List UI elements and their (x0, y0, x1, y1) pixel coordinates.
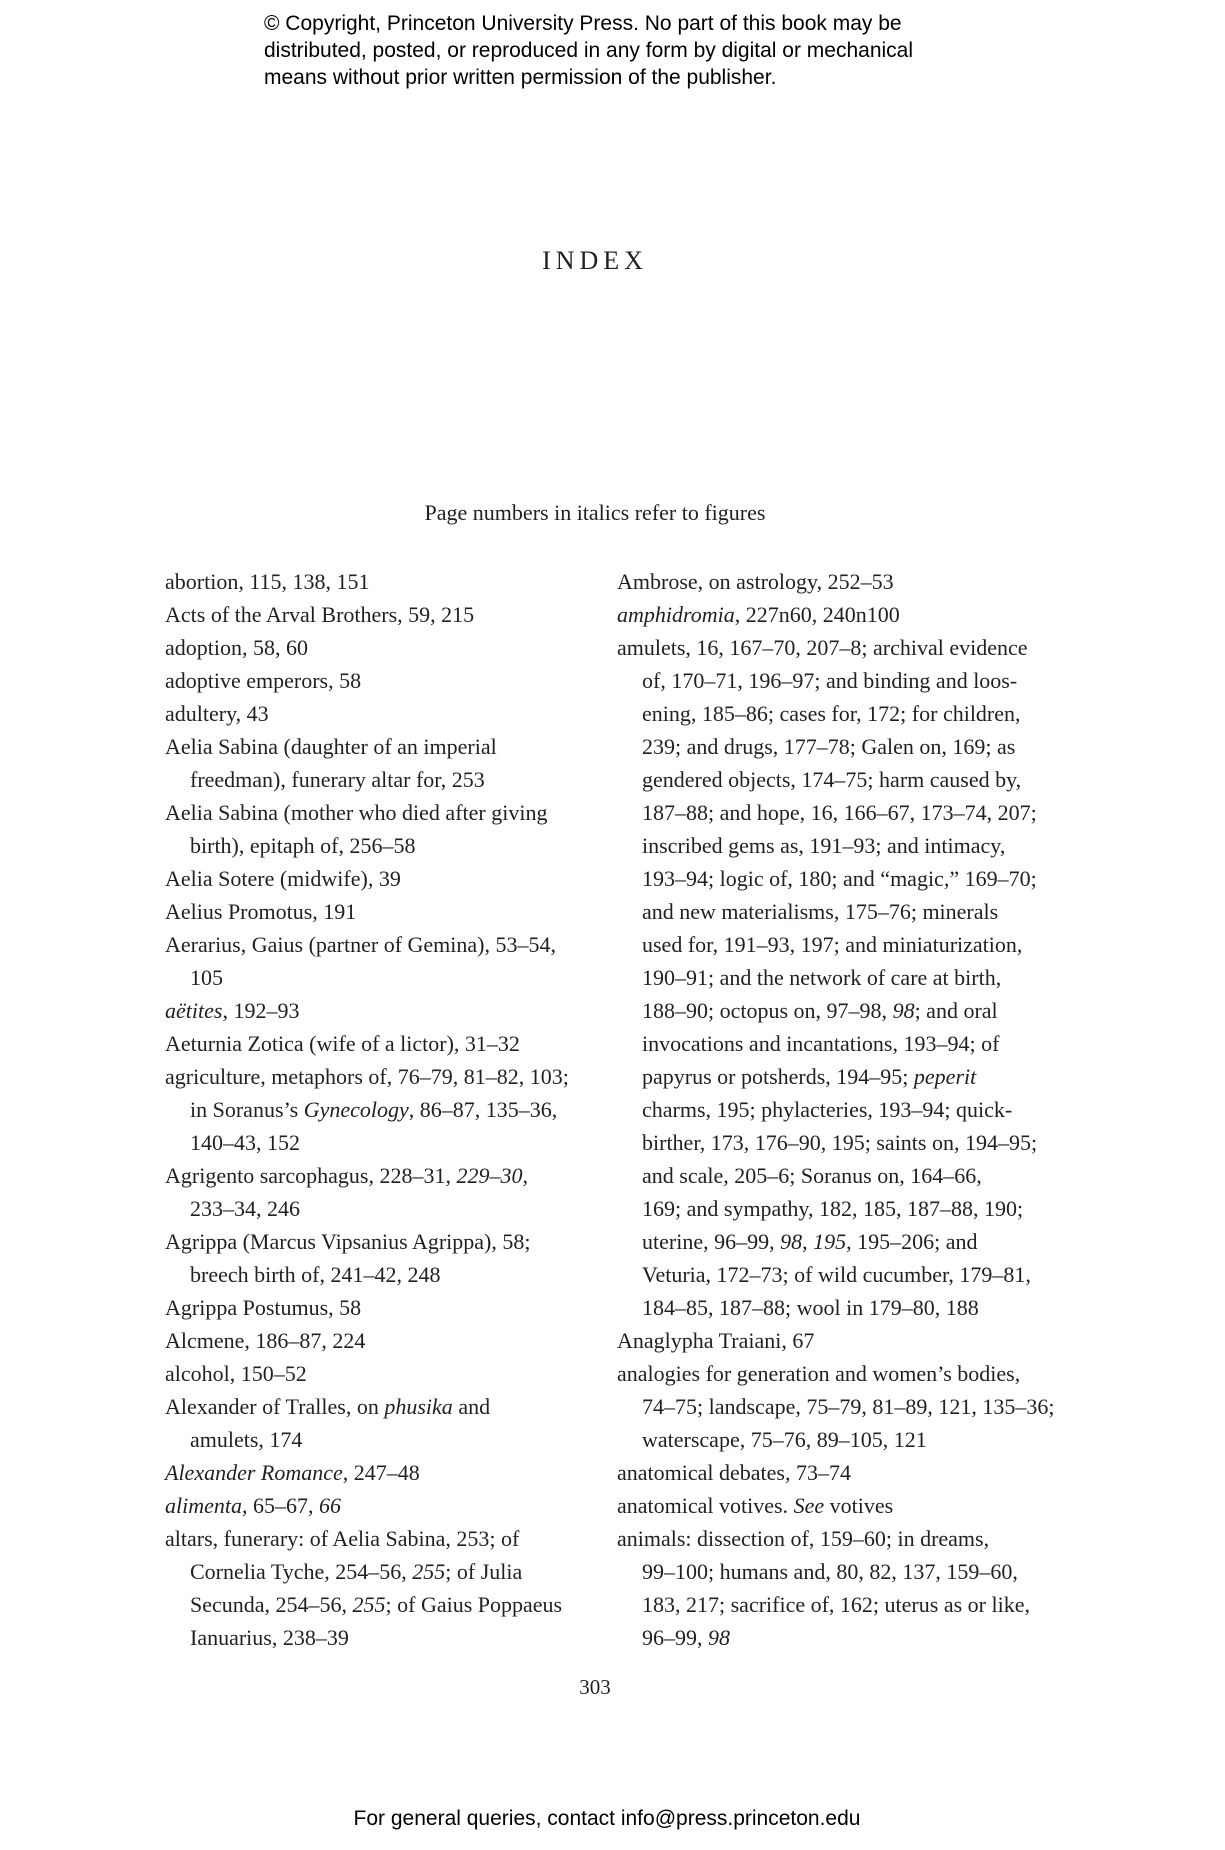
index-entry-line: and scale, 205–6; Soranus on, 164–66, (642, 1163, 982, 1188)
index-entry-line: adultery, 43 (165, 701, 269, 726)
index-entry-line: Alexander of Tralles, on phusika and (165, 1394, 491, 1419)
index-entry-line: analogies for generation and women’s bodies, (617, 1361, 1021, 1386)
index-entry-line: birth), epitaph of, 256–58 (190, 833, 416, 858)
contact-footer: For general queries, contact info@press.princeton.edu (353, 1807, 861, 1830)
index-entry-line: and new materialisms, 175–76; minerals (642, 899, 999, 924)
index-entry-line: Alcmene, 186–87, 224 (165, 1328, 366, 1353)
index-entry-line: 187–88; and hope, 16, 166–67, 173–74, 207; (642, 800, 1037, 825)
index-entry-line: birther, 173, 176–90, 195; saints on, 194–95; (642, 1130, 1038, 1155)
index-entry-line: uterine, 96–99, 98, 195, 195–206; and (642, 1229, 978, 1254)
italics-note: Page numbers in italics refer to figures (424, 500, 766, 525)
index-entry-line: 188–90; octopus on, 97–98, 98; and oral (642, 998, 998, 1023)
index-entry-line: Aeturnia Zotica (wife of a lictor), 31–32 (165, 1031, 520, 1056)
index-entry-line: 184–85, 187–88; wool in 179–80, 188 (642, 1295, 979, 1320)
index-entry-line: 190–91; and the network of care at birth, (642, 965, 1002, 990)
index-entry-line: amulets, 16, 167–70, 207–8; archival evidence (617, 635, 1028, 660)
index-entry-line: animals: dissection of, 159–60; in dreams, (617, 1526, 990, 1551)
index-entry-line: papyrus or potsherds, 194–95; peperit (642, 1064, 977, 1089)
index-entry-line: Alexander Romance, 247–48 (165, 1460, 420, 1485)
copyright-line: © Copyright, Princeton University Press. No part of this book may be (264, 12, 902, 35)
index-entry-line: invocations and incantations, 193–94; of (642, 1031, 1000, 1056)
copyright-notice (264, 10, 984, 91)
index-entry-line: ening, 185–86; cases for, 172; for children, (642, 701, 1021, 726)
index-entry-line: 99–100; humans and, 80, 82, 137, 159–60, (642, 1559, 1018, 1584)
index-entry-line: used for, 191–93, 197; and miniaturization, (642, 932, 1023, 957)
index-entry-line: inscribed gems as, 191–93; and intimacy, (642, 833, 1006, 858)
index-entry-line: Aelia Sotere (midwife), 39 (165, 866, 401, 891)
page-title: INDEX (542, 246, 648, 275)
index-entry-line: 96–99, 98 (642, 1625, 730, 1650)
index-entry-line: amulets, 174 (190, 1427, 303, 1452)
index-entry-line: anatomical votives. See votives (617, 1493, 894, 1518)
index-column-right (617, 565, 1055, 1654)
index-entry-line: adoptive emperors, 58 (165, 668, 362, 693)
index-entry-line: 239; and drugs, 177–78; Galen on, 169; as (642, 734, 1016, 759)
index-entry-line: Agrippa (Marcus Vipsanius Agrippa), 58; (165, 1229, 531, 1254)
index-entry-line: 140–43, 152 (190, 1130, 300, 1155)
index-entry-line: Aerarius, Gaius (partner of Gemina), 53–54, (165, 932, 556, 957)
index-entry-line: amphidromia, 227n60, 240n100 (617, 602, 900, 627)
index-entry-line: Aelius Promotus, 191 (165, 899, 357, 924)
index-entry-line: Veturia, 172–73; of wild cucumber, 179–81, (642, 1262, 1031, 1287)
index-entry-line: alcohol, 150–52 (165, 1361, 307, 1386)
page-number: 303 (579, 1675, 611, 1699)
index-entry-line: of, 170–71, 196–97; and binding and loos- (642, 668, 1018, 693)
index-entry-line: breech birth of, 241–42, 248 (190, 1262, 441, 1287)
index-entry-line: Aelia Sabina (mother who died after giving (165, 800, 548, 825)
index-entry-line: Ambrose, on astrology, 252–53 (617, 569, 894, 594)
index-entry-line: Cornelia Tyche, 254–56, 255; of Julia (190, 1559, 523, 1584)
index-entry-line: Aelia Sabina (daughter of an imperial (165, 734, 497, 759)
index-entry-line: 233–34, 246 (190, 1196, 300, 1221)
index-entry-line: 74–75; landscape, 75–79, 81–89, 121, 135–36; (642, 1394, 1055, 1419)
index-entry-line: 183, 217; sacrifice of, 162; uterus as or like, (642, 1592, 1030, 1617)
index-entry-line: Anaglypha Traiani, 67 (617, 1328, 815, 1353)
index-entry-line: 105 (190, 965, 223, 990)
index-entry-line: aëtites, 192–93 (165, 998, 300, 1023)
index-entry-line: waterscape, 75–76, 89–105, 121 (642, 1427, 927, 1452)
index-entry-line: Ianuarius, 238–39 (190, 1625, 349, 1650)
index-entry-line: 169; and sympathy, 182, 185, 187–88, 190; (642, 1196, 1024, 1221)
index-entry-line: Secunda, 254–56, 255; of Gaius Poppaeus (190, 1592, 563, 1617)
index-entry-line: anatomical debates, 73–74 (617, 1460, 851, 1485)
copyright-line: distributed, posted, or reproduced in any form by digital or mechanical (264, 39, 914, 62)
index-entry-line: adoption, 58, 60 (165, 635, 308, 660)
index-entry-line: in Soranus’s Gynecology, 86–87, 135–36, (190, 1097, 558, 1122)
index-entry-line: gendered objects, 174–75; harm caused by, (642, 767, 1022, 792)
index-column-left (165, 565, 585, 1654)
index-entry-line: Acts of the Arval Brothers, 59, 215 (165, 602, 475, 627)
index-entry-line: freedman), funerary altar for, 253 (190, 767, 485, 792)
index-entry-line: altars, funerary: of Aelia Sabina, 253; of (165, 1526, 520, 1551)
index-entry-line: abortion, 115, 138, 151 (165, 569, 370, 594)
index-entry-line: alimenta, 65–67, 66 (165, 1493, 341, 1518)
index-entry-line: agriculture, metaphors of, 76–79, 81–82, 103; (165, 1064, 569, 1089)
index-entry-line: charms, 195; phylacteries, 193–94; quick- (642, 1097, 1013, 1122)
index-entry-line: 193–94; logic of, 180; and “magic,” 169–70; (642, 866, 1037, 891)
index-entry-line: Agrippa Postumus, 58 (165, 1295, 362, 1320)
copyright-line: means without prior written permission of the publisher. (264, 66, 777, 89)
index-entry-line: Agrigento sarcophagus, 228–31, 229–30, (165, 1163, 528, 1188)
